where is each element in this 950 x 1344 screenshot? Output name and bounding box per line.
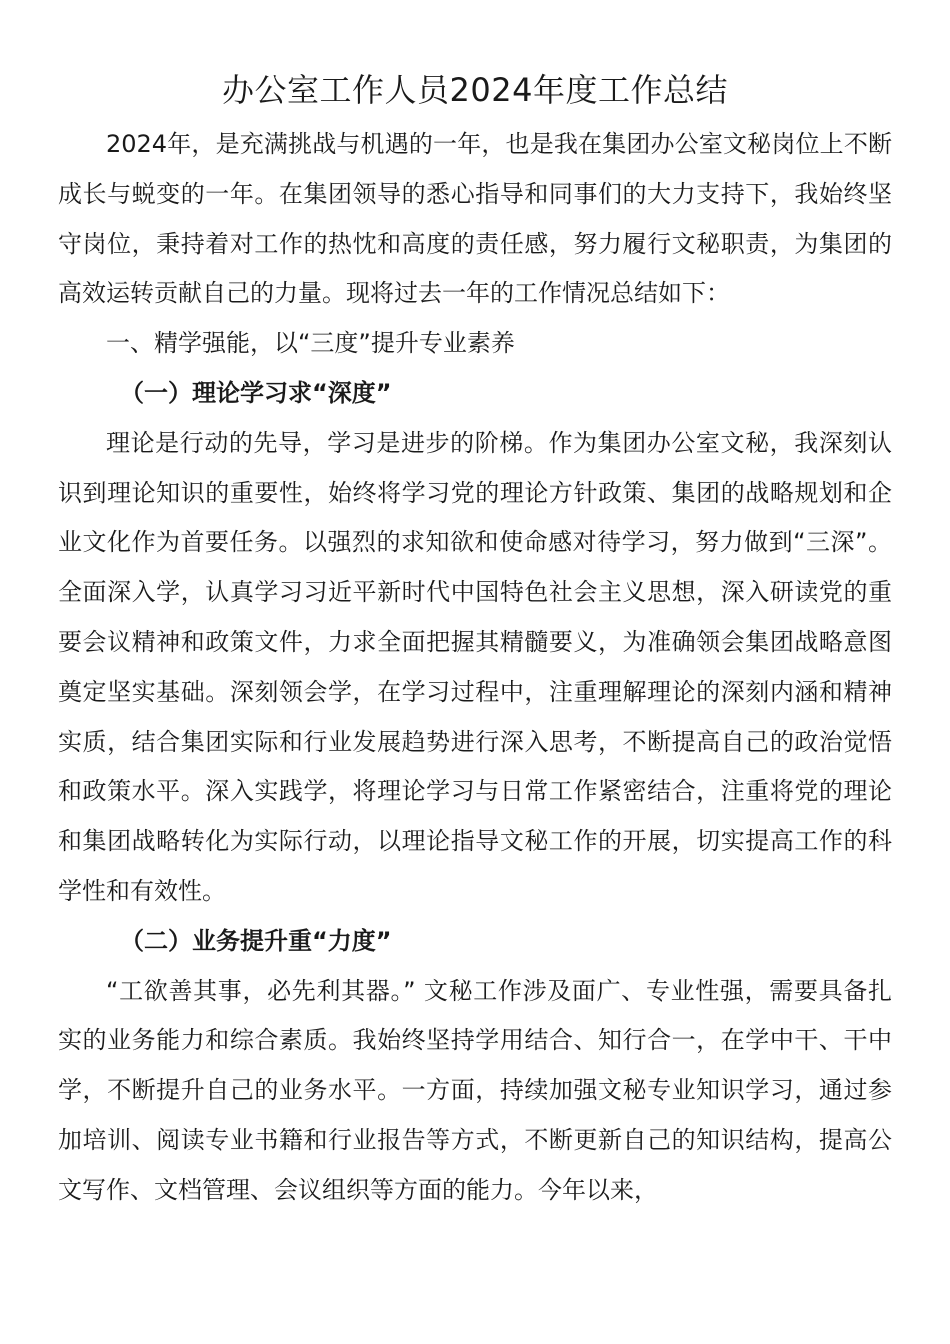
- body-paragraph-2: “工欲善其事，必先利其器。” 文秘工作涉及面广、专业性强，需要具备扎实的业务能力和综合素质。我始终坚持学用结合、知行合一，在学中干、干中学，不断提升自己的业务水平。一方面，持续加强文秘专业知识学习，通过参加培训、阅读专业书籍和行业报告等方式，不断更新自己的知识结构，提高公文写作、文档管理、会议组织等方面的能力。今年以来，: [58, 976, 892, 1204]
- document-title: 办公室工作人员2024年度工作总结: [222, 71, 728, 109]
- sub-heading-2: （二）业务提升重“力度”: [120, 926, 392, 955]
- intro-paragraph: 2024年，是充满挑战与机遇的一年，也是我在集团办公室文秘岗位上不断成长与蜕变的一年。在集团领导的悉心指导和同事们的大力支持下，我始终坚守岗位，秉持着对工作的热忱和高度的责任感，努力履行文秘职责，为集团的高效运转贡献自己的力量。现将过去一年的工作情况总结如下：: [58, 130, 892, 308]
- document-page: [58, 62, 892, 1216]
- body-paragraph-1: 理论是行动的先导，学习是进步的阶梯。作为集团办公室文秘，我深刻认识到理论知识的重要性，始终将学习党的理论方针政策、集团的战略规划和企业文化作为首要任务。以强烈的求知欲和使命感对待学习，努力做到“三深”。全面深入学，认真学习习近平新时代中国特色社会主义思想，深入研读党的重要会议精神和政策文件，力求全面把握其精髓要义，为准确领会集团战略意图奠定坚实基础。深刻领会学，在学习过程中，注重理解理论的深刻内涵和精神实质，结合集团实际和行业发展趋势进行深入思考，不断提高自己的政治觉悟和政策水平。深入实践学，将理论学习与日常工作紧密结合，注重将党的理论和集团战略转化为实际行动，以理论指导文秘工作的开展，切实提高工作的科学性和有效性。: [58, 428, 892, 905]
- sub-heading-1: （一）理论学习求“深度”: [120, 378, 392, 407]
- section-heading-1: 一、精学强能，以“三度”提升专业素养: [106, 329, 515, 358]
